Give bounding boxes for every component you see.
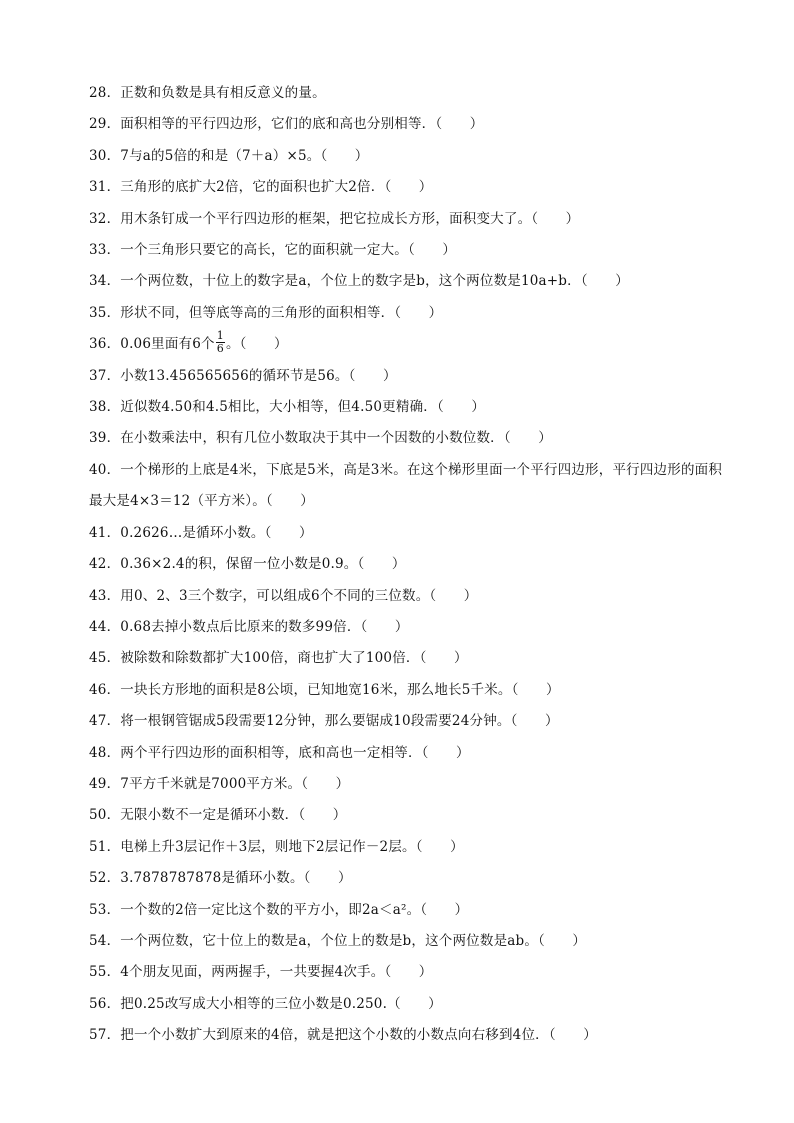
question-item <box>89 141 729 172</box>
question-number: 47． <box>89 713 121 730</box>
question-number: 32． <box>89 210 121 227</box>
question-number: 30． <box>89 147 121 164</box>
question-item <box>89 455 729 518</box>
question-item <box>89 706 729 737</box>
question-number: 43． <box>89 587 121 604</box>
question-text: 近似数4.50和4.5相比，大小相等，但4.50更精确．（ ） <box>120 399 486 416</box>
question-text: 一个两位数，十位上的数字是a，个位上的数字是b，这个两位数是10a+b．（ ） <box>120 273 629 290</box>
question-text-before: 0.06里面有6个 <box>120 336 215 353</box>
question-item <box>89 329 729 360</box>
question-number: 35． <box>89 304 121 321</box>
question-text: 一个两位数，它十位上的数是a，个位上的数是b，这个两位数是ab。（ ） <box>120 932 587 949</box>
question-text: 将一根钢管锯成5段需要12分钟，那么要锯成10段需要24分钟。（ ） <box>120 713 559 730</box>
question-item <box>89 769 729 800</box>
question-text: 在小数乘法中，积有几位小数取决于其中一个因数的小数位数．（ ） <box>120 430 552 447</box>
question-item <box>89 863 729 894</box>
question-text: 0.68去掉小数点后比原来的数多99倍．（ ） <box>120 618 409 635</box>
question-text: 小数13.456565656的循环节是56。（ ） <box>120 367 397 384</box>
question-text: 三角形的底扩大2倍，它的面积也扩大2倍．（ ） <box>120 179 433 196</box>
question-number: 56． <box>89 995 121 1012</box>
question-number: 29． <box>89 116 121 133</box>
question-number: 41． <box>89 524 121 541</box>
question-text: 把0.25改写成大小相等的三位小数是0.250.（ ） <box>120 995 442 1012</box>
question-item <box>89 612 729 643</box>
question-number: 39． <box>89 430 121 447</box>
question-number: 40． <box>89 461 121 478</box>
question-item <box>89 549 729 580</box>
question-number: 50． <box>89 807 121 824</box>
question-number: 54． <box>89 932 121 949</box>
question-text: 被除数和除数都扩大100倍，商也扩大了100倍．（ ） <box>120 650 468 667</box>
question-item <box>89 1020 729 1051</box>
question-item <box>89 361 729 392</box>
question-number: 28． <box>89 85 121 101</box>
question-text: 3.7878787878是循环小数。（ ） <box>120 870 352 887</box>
question-number: 53． <box>89 901 121 918</box>
question-number: 45． <box>89 650 121 667</box>
question-item <box>89 738 729 769</box>
question-item <box>89 800 729 831</box>
question-item <box>89 204 729 235</box>
question-number: 42． <box>89 556 121 573</box>
question-number: 49． <box>89 775 121 792</box>
question-text: 4个朋友见面，两两握手，一共要握4次手。（ ） <box>120 964 433 981</box>
question-item <box>89 423 729 454</box>
question-number: 34． <box>89 273 121 290</box>
question-item <box>89 172 729 203</box>
question-item <box>89 109 729 140</box>
question-item <box>89 266 729 297</box>
question-number: 36． <box>89 336 121 353</box>
question-item <box>89 235 729 266</box>
question-number: 31． <box>89 179 121 196</box>
question-text: 0.36×2.4的积，保留一位小数是0.9。（ ） <box>120 556 406 573</box>
question-text: 一个梯形的上底是4米，下底是5米，高是3米。在这个梯形里面一个平行四边形，平行四边形的面积最大是4×3＝12（平方米）。（ ） <box>89 461 723 510</box>
question-item <box>89 989 729 1020</box>
fraction-denominator: 6 <box>216 342 224 356</box>
question-text: 正数和负数是具有相反意义的量。 <box>120 85 326 101</box>
question-list <box>89 78 729 1052</box>
question-number: 57． <box>89 1027 121 1044</box>
question-item <box>89 895 729 926</box>
question-text: 一个数的2倍一定比这个数的平方小，即2a＜a²。（ ） <box>120 901 469 918</box>
question-number: 51． <box>89 838 121 855</box>
question-number: 33． <box>89 242 121 259</box>
question-number: 48． <box>89 744 121 761</box>
question-item <box>89 581 729 612</box>
question-item <box>89 392 729 423</box>
fraction <box>216 330 225 355</box>
question-text: 7平方千米就是7000平方米。（ ） <box>120 775 350 792</box>
question-number: 52． <box>89 870 121 887</box>
question-text-after: 。（ ） <box>225 336 288 353</box>
question-item <box>89 675 729 706</box>
question-text: 把一个小数扩大到原来的4倍，就是把这个小数的小数点向右移到4位．（ ） <box>120 1027 597 1044</box>
question-item <box>89 926 729 957</box>
question-text: 0.2626…是循环小数。（ ） <box>120 524 313 541</box>
question-item <box>89 643 729 674</box>
question-text: 面积相等的平行四边形，它们的底和高也分别相等．（ ） <box>120 116 484 133</box>
question-text: 用木条钉成一个平行四边形的框架，把它拉成长方形，面积变大了。（ ） <box>120 210 580 227</box>
question-item <box>89 298 729 329</box>
question-number: 38． <box>89 399 121 416</box>
question-number: 37． <box>89 367 121 384</box>
question-item <box>89 957 729 988</box>
question-item <box>89 78 729 109</box>
question-text: 两个平行四边形的面积相等，底和高也一定相等．（ ） <box>120 744 470 761</box>
question-text: 一个三角形只要它的高长，它的面积就一定大。（ ） <box>120 242 457 259</box>
question-number: 55． <box>89 964 121 981</box>
question-item <box>89 518 729 549</box>
question-text: 无限小数不一定是循环小数．（ ） <box>120 807 347 824</box>
question-text: 7与a的5倍的和是（7＋a）×5。（ ） <box>120 147 369 164</box>
question-text: 电梯上升3层记作＋3层，则地下2层记作－2层。（ ） <box>120 838 464 855</box>
fraction-numerator: 1 <box>216 329 224 343</box>
question-number: 44． <box>89 618 121 635</box>
question-text: 用0、2、3三个数字，可以组成6个不同的三位数。（ ） <box>120 587 478 604</box>
question-text: 一块长方形地的面积是8公顷，已知地宽16米，那么地长5千米。（ ） <box>120 681 560 698</box>
question-item <box>89 832 729 863</box>
question-text: 形状不同，但等底等高的三角形的面积相等．（ ） <box>120 304 443 321</box>
question-number: 46． <box>89 681 121 698</box>
